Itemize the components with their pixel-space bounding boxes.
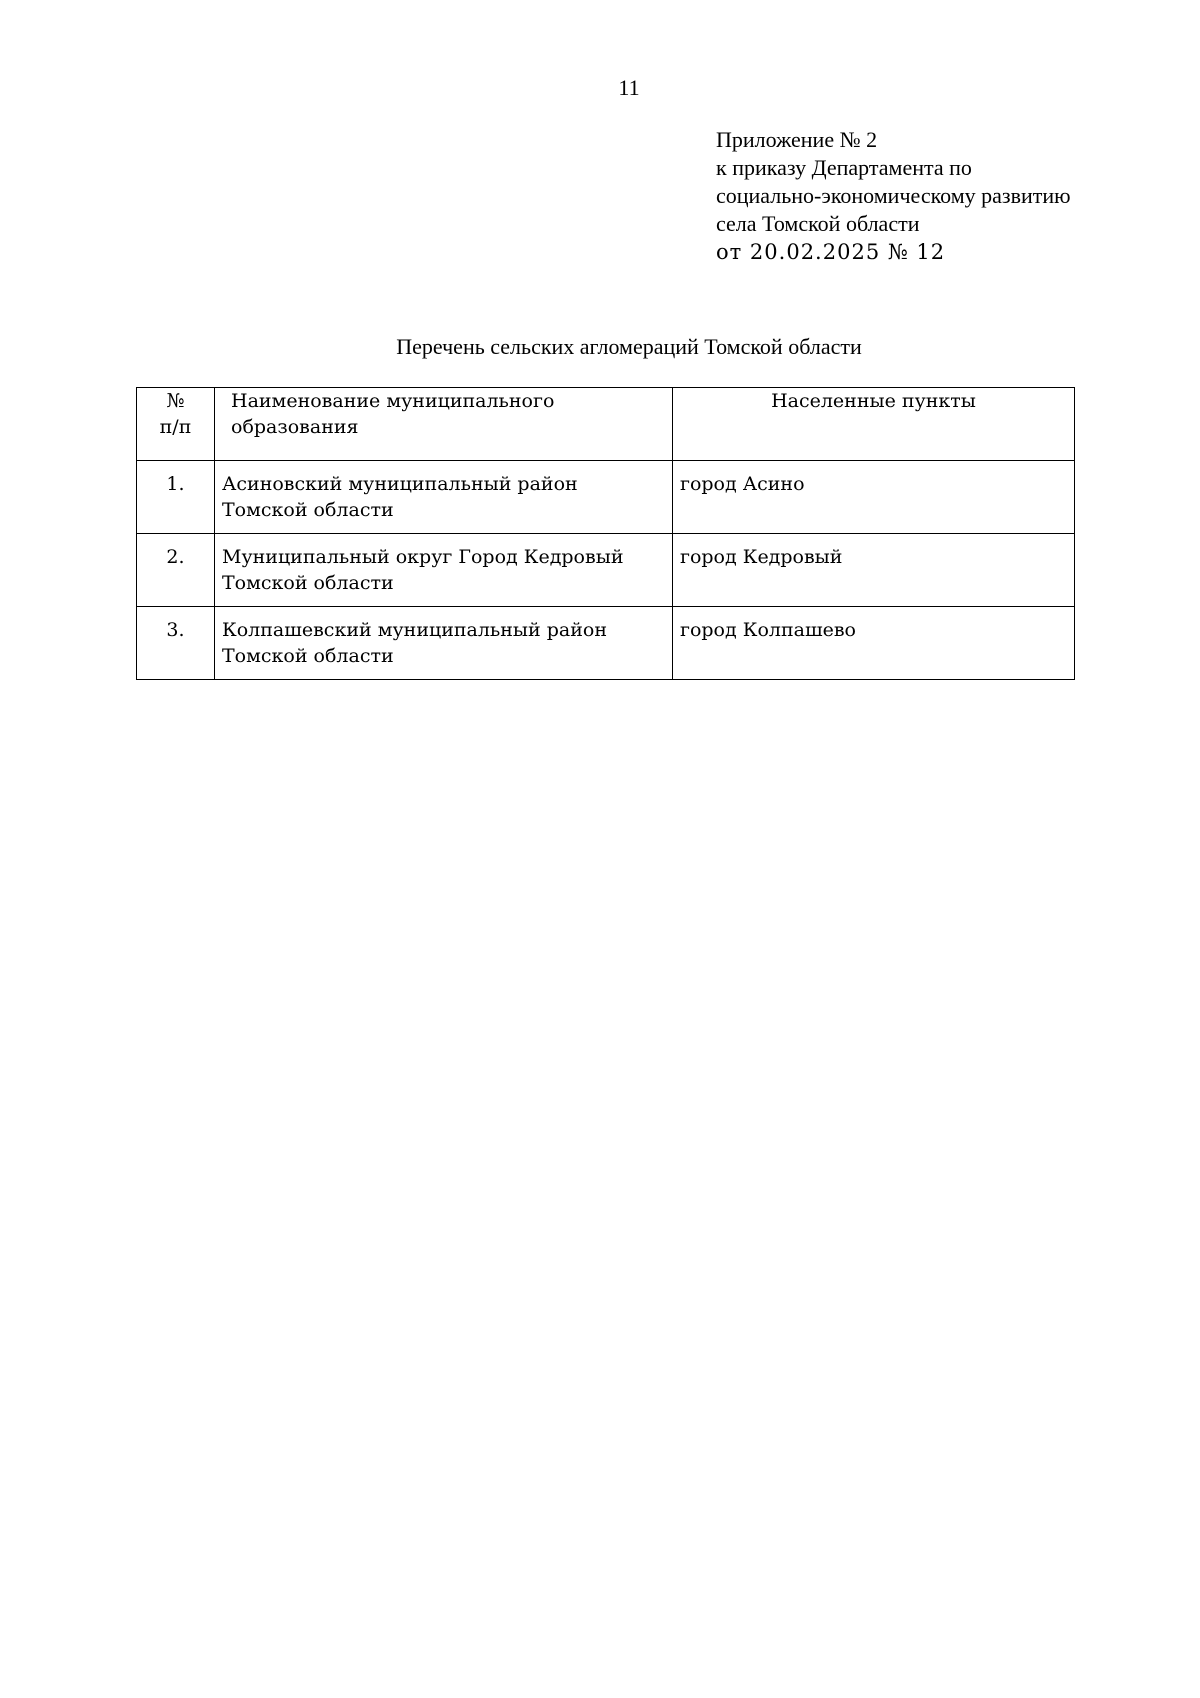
settlement-name: город Колпашево: [673, 607, 1075, 680]
agglomerations-table: [136, 387, 1075, 680]
column-header-number: [137, 388, 215, 461]
municipality-name: Муниципальный округ Город Кедровый Томской области: [215, 534, 673, 607]
table-header-row: [137, 388, 1075, 461]
appendix-reference-block: [716, 126, 1176, 266]
row-number: 1.: [137, 461, 215, 534]
page-number: 11: [618, 75, 640, 100]
municipality-name: Асиновский муниципальный район Томской области: [215, 461, 673, 534]
settlement-name: город Кедровый: [673, 534, 1075, 607]
table-row: [137, 534, 1075, 607]
column-header-municipality: Наименование муниципального образования: [215, 388, 673, 461]
settlement-name: город Асино: [673, 461, 1075, 534]
table-row: [137, 607, 1075, 680]
column-header-settlements: Населенные пункты: [673, 388, 1075, 461]
appendix-department-name: социально-экономическому развитию: [716, 183, 1071, 208]
municipality-name: Колпашевский муниципальный район Томской области: [215, 607, 673, 680]
row-number: 2.: [137, 534, 215, 607]
appendix-region: села Томской области: [716, 211, 920, 236]
column-header-number-abbr: п/п: [159, 416, 192, 438]
appendix-order-date-number: от 20.02.2025 № 12: [716, 240, 946, 264]
column-header-number-sign: №: [166, 390, 185, 412]
appendix-order-reference: к приказу Департамента по: [716, 155, 972, 180]
document-title: Перечень сельских агломераций Томской области: [396, 334, 862, 359]
table-row: [137, 461, 1075, 534]
appendix-number: Приложение № 2: [716, 127, 878, 152]
row-number: 3.: [137, 607, 215, 680]
